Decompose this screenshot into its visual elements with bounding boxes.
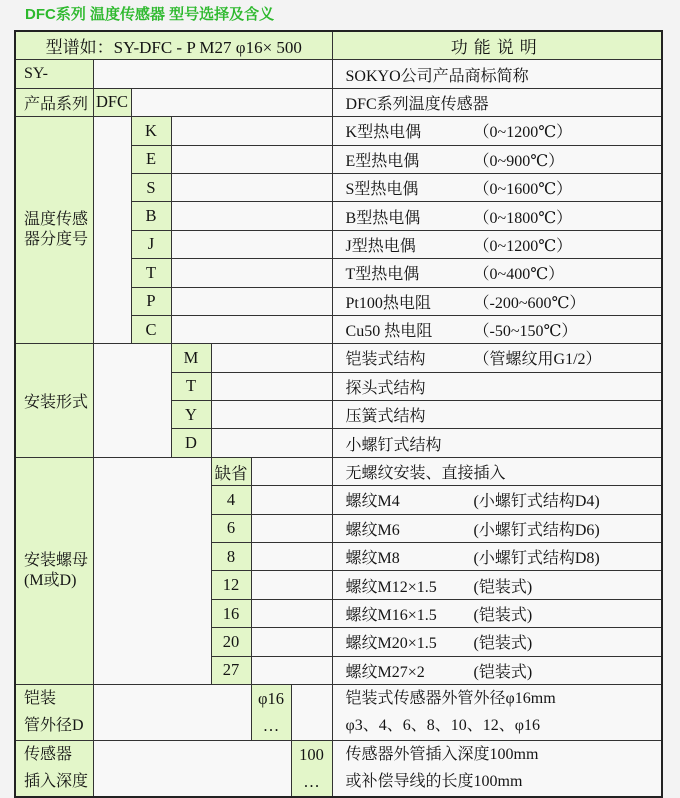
graduation-desc-cell xyxy=(332,202,662,230)
depth-label-line2: 插入深度 xyxy=(24,773,89,791)
nut-code-cell: 8 xyxy=(211,543,251,571)
graduation-desc-cell xyxy=(332,315,662,343)
series-desc-cell: DFC系列温度传感器 xyxy=(332,88,662,116)
desc-text: 螺纹M20×1.5 xyxy=(345,635,437,653)
sheath-desc-line1: 铠装式传感器外管外径φ16mm xyxy=(345,690,556,708)
brand-desc-cell: SOKYO公司产品商标简称 xyxy=(332,60,662,88)
series-code-cell: DFC xyxy=(93,88,131,116)
graduation-desc-cell xyxy=(332,230,662,258)
empty-cell xyxy=(211,344,332,372)
empty-cell xyxy=(93,344,171,458)
nut-desc-cell xyxy=(332,571,662,599)
empty-cell xyxy=(171,117,332,145)
sheath-code-line1: φ16 xyxy=(257,689,285,709)
nut-desc-cell xyxy=(332,599,662,627)
desc-text: Cu50 热电阻 xyxy=(345,323,433,341)
desc-note: （0~900℃） xyxy=(473,152,565,170)
desc-note: （-50~150℃） xyxy=(473,323,578,341)
empty-cell xyxy=(93,740,291,797)
function-column-header: 功能说明 xyxy=(332,31,662,60)
nut-label-line1: 安装螺母 xyxy=(24,551,89,569)
nut-label-line2: (M或D) xyxy=(24,571,77,589)
desc-text: 螺纹M12×1.5 xyxy=(345,578,437,596)
empty-cell xyxy=(251,628,332,656)
nut-desc-cell xyxy=(332,514,662,542)
desc-note: (铠装式) xyxy=(473,635,533,653)
series-label-cell: 产品系列 xyxy=(15,88,93,116)
desc-text: 探头式结构 xyxy=(345,379,426,397)
empty-cell xyxy=(211,372,332,400)
empty-cell xyxy=(93,117,131,344)
desc-note: （0~1200℃） xyxy=(473,124,573,142)
nut-desc-cell xyxy=(332,457,662,485)
empty-cell xyxy=(251,486,332,514)
empty-cell xyxy=(171,259,332,287)
desc-note: （0~1600℃） xyxy=(473,181,573,199)
table-row xyxy=(15,117,662,145)
graduation-code-cell: J xyxy=(131,230,171,258)
sheath-code-line2: … xyxy=(262,716,280,736)
desc-text: Pt100热电阻 xyxy=(345,294,431,312)
nut-section-label xyxy=(15,457,93,684)
nut-code-cell: 16 xyxy=(211,599,251,627)
depth-code-line1: 100 xyxy=(299,745,324,765)
desc-note: (铠装式) xyxy=(473,663,533,681)
mounting-code-cell: M xyxy=(171,344,211,372)
nut-code-cell: 缺省 xyxy=(211,457,251,485)
table-row xyxy=(15,60,662,88)
mounting-desc-cell xyxy=(332,429,662,457)
desc-text: 螺纹M27×2 xyxy=(345,663,425,681)
graduation-code-cell: C xyxy=(131,315,171,343)
empty-cell xyxy=(251,514,332,542)
graduation-desc-cell xyxy=(332,117,662,145)
sheath-label-line1: 铠装 xyxy=(24,690,57,708)
graduation-desc-cell xyxy=(332,287,662,315)
empty-cell xyxy=(171,230,332,258)
table-row xyxy=(15,684,662,740)
sheath-desc-cell xyxy=(332,684,662,740)
mounting-code-cell: Y xyxy=(171,401,211,429)
empty-cell xyxy=(211,401,332,429)
mounting-code-cell: T xyxy=(171,372,211,400)
empty-cell xyxy=(171,173,332,201)
table-row xyxy=(15,344,662,372)
desc-text: 压簧式结构 xyxy=(345,408,426,426)
graduation-desc-cell xyxy=(332,145,662,173)
mounting-desc-cell xyxy=(332,401,662,429)
empty-cell xyxy=(251,656,332,684)
desc-text: E型热电偶 xyxy=(345,152,420,170)
desc-text: 无螺纹安装、直接插入 xyxy=(345,465,506,483)
empty-cell xyxy=(171,145,332,173)
model-spec-table xyxy=(14,30,663,798)
graduation-code-cell: S xyxy=(131,173,171,201)
desc-note: （0~1800℃） xyxy=(473,209,573,227)
mounting-section-label: 安装形式 xyxy=(15,344,93,458)
depth-desc-cell xyxy=(332,740,662,797)
sheath-desc-line2: φ3、4、6、8、10、12、φ16 xyxy=(345,717,541,735)
mounting-desc-cell xyxy=(332,372,662,400)
graduation-label-line2: 器分度号 xyxy=(24,231,89,249)
graduation-section-label xyxy=(15,117,93,344)
sheath-label-line2: 管外径D xyxy=(24,717,84,735)
desc-text: 铠装式结构 xyxy=(345,351,426,369)
desc-text: 螺纹M16×1.5 xyxy=(345,607,437,624)
nut-code-cell: 4 xyxy=(211,486,251,514)
graduation-desc-cell xyxy=(332,173,662,201)
nut-desc-cell xyxy=(332,628,662,656)
depth-code-line2: … xyxy=(303,772,320,792)
desc-text: J型热电偶 xyxy=(345,237,416,255)
empty-cell xyxy=(251,543,332,571)
desc-text: S型热电偶 xyxy=(345,181,419,199)
sheath-code-cell xyxy=(251,684,291,740)
nut-desc-cell xyxy=(332,543,662,571)
desc-text: K型热电偶 xyxy=(345,124,422,142)
empty-cell xyxy=(291,684,332,740)
nut-code-cell: 20 xyxy=(211,628,251,656)
desc-note: (小螺钉式结构D6) xyxy=(473,521,600,539)
nut-code-cell: 27 xyxy=(211,656,251,684)
desc-note: (小螺钉式结构D8) xyxy=(473,550,600,568)
sheath-section-label xyxy=(15,684,93,740)
graduation-label-line1: 温度传感 xyxy=(24,211,89,229)
table-row xyxy=(15,457,662,485)
nut-desc-cell xyxy=(332,486,662,514)
brand-code-cell: SY- xyxy=(15,60,93,88)
desc-note: （-200~600℃） xyxy=(473,294,586,312)
desc-text: 小螺钉式结构 xyxy=(345,436,442,454)
empty-cell xyxy=(171,315,332,343)
empty-cell xyxy=(171,202,332,230)
empty-cell xyxy=(131,88,332,116)
empty-cell xyxy=(251,571,332,599)
graduation-code-cell: B xyxy=(131,202,171,230)
table-row xyxy=(15,740,662,797)
depth-desc-line1: 传感器外管插入深度100mm xyxy=(345,746,539,764)
graduation-code-cell: T xyxy=(131,259,171,287)
mounting-code-cell: D xyxy=(171,429,211,457)
empty-cell xyxy=(93,60,332,88)
graduation-code-cell: K xyxy=(131,117,171,145)
empty-cell xyxy=(211,429,332,457)
desc-text: 螺纹M8 xyxy=(345,550,400,568)
desc-text: 螺纹M6 xyxy=(345,521,400,539)
depth-label-line1: 传感器 xyxy=(24,746,73,764)
page-title: DFC系列 温度传感器 型号选择及含义 xyxy=(25,6,275,23)
desc-note: (小螺钉式结构D4) xyxy=(473,493,600,511)
depth-desc-line2: 或补偿导线的长度100mm xyxy=(345,773,523,791)
empty-cell xyxy=(171,287,332,315)
model-pattern-header: 型谱如：SY-DFC - P M27 φ16× 500 xyxy=(15,31,332,60)
graduation-code-cell: P xyxy=(131,287,171,315)
table-row xyxy=(15,88,662,116)
depth-section-label xyxy=(15,740,93,797)
desc-note: （0~400℃） xyxy=(473,266,565,284)
graduation-code-cell: E xyxy=(131,145,171,173)
nut-desc-cell xyxy=(332,656,662,684)
empty-cell xyxy=(251,457,332,485)
empty-cell xyxy=(93,684,251,740)
desc-text: T型热电偶 xyxy=(345,266,420,284)
desc-note: （管螺纹用G1/2） xyxy=(473,351,602,369)
empty-cell xyxy=(251,599,332,627)
desc-text: B型热电偶 xyxy=(345,209,421,227)
desc-text: 螺纹M4 xyxy=(345,493,400,511)
empty-cell xyxy=(93,457,211,684)
desc-note: (铠装式) xyxy=(473,607,533,624)
mounting-desc-cell xyxy=(332,344,662,372)
desc-note: (铠装式) xyxy=(473,578,533,596)
depth-code-cell xyxy=(291,740,332,797)
nut-code-cell: 6 xyxy=(211,514,251,542)
desc-note: （0~1200℃） xyxy=(473,237,573,255)
nut-code-cell: 12 xyxy=(211,571,251,599)
graduation-desc-cell xyxy=(332,259,662,287)
